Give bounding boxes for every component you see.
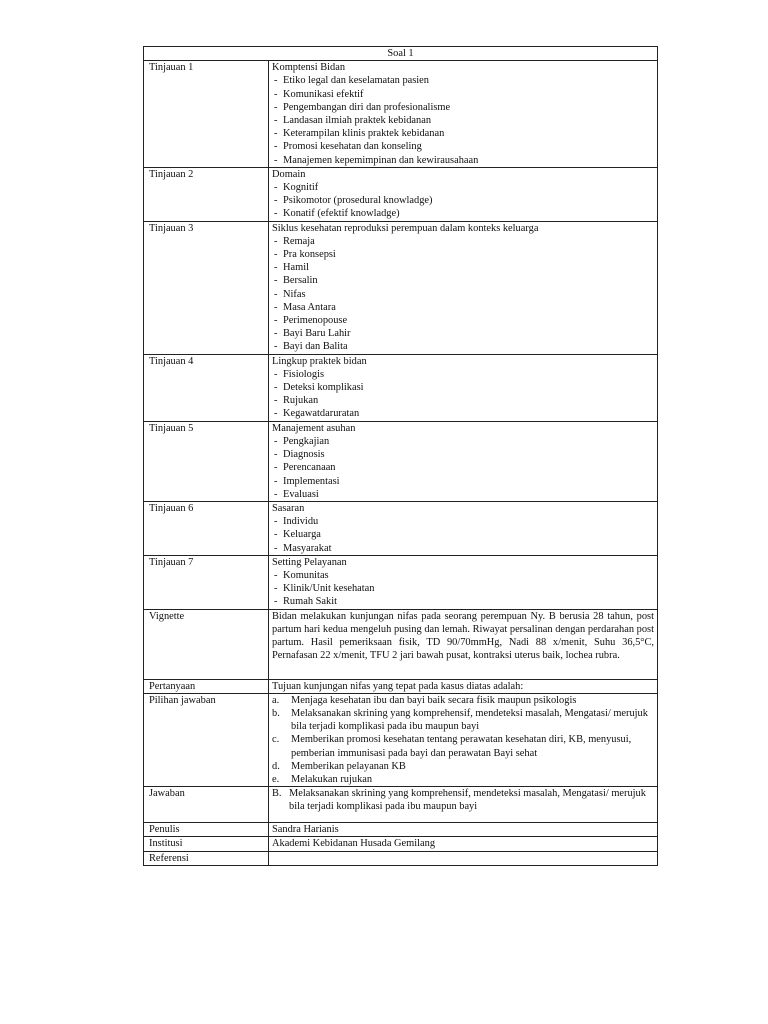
list-item: [272, 448, 654, 461]
list-item: [272, 542, 654, 555]
question-table: [143, 46, 658, 866]
list-item-text: Promosi kesehatan dan konseling: [283, 141, 422, 153]
list-item-text: Bersalin: [283, 275, 318, 287]
dash-bullet: -: [274, 235, 278, 247]
list-item: [272, 74, 654, 87]
list-item-text: Diagnosis: [283, 449, 325, 461]
dash-bullet: -: [274, 516, 278, 528]
list-item: [272, 475, 654, 488]
option-text: Memberikan pelayanan KB: [291, 760, 406, 772]
list-item: [272, 181, 654, 194]
dash-bullet: -: [274, 569, 278, 581]
dash-bullet: -: [274, 101, 278, 113]
list-item-text: Komunitas: [283, 569, 329, 581]
tinjauan-content: [269, 354, 658, 421]
dash-bullet: -: [274, 382, 278, 394]
list-item-text: Keluarga: [283, 529, 321, 541]
dash-bullet: -: [274, 462, 278, 474]
tinjauan-row-6: [144, 501, 658, 555]
list-item-text: Manajemen kepemimpinan dan kewirausahaan: [283, 154, 479, 166]
list-item: [272, 261, 654, 274]
dash-bullet: -: [274, 195, 278, 207]
list-item-text: Pengembangan diri dan profesionalisme: [283, 101, 451, 113]
list-item-text: Perencanaan: [283, 462, 336, 474]
list-item: [272, 127, 654, 140]
dash-bullet: -: [274, 154, 278, 166]
dash-bullet: -: [274, 301, 278, 313]
dash-bullet: -: [274, 288, 278, 300]
list-item: [272, 207, 654, 220]
list-item-text: Bayi dan Balita: [283, 341, 348, 353]
list-item: [272, 235, 654, 248]
tinjauan-content: [269, 167, 658, 221]
option-c: [272, 733, 654, 759]
jawaban-row: [144, 787, 658, 823]
tinjauan-row-7: [144, 555, 658, 609]
tinjauan-content: [269, 221, 658, 354]
referensi-value: [269, 851, 658, 865]
dash-bullet: -: [274, 262, 278, 274]
option-d: [272, 760, 654, 773]
dash-bullet: -: [274, 315, 278, 327]
list-item: [272, 114, 654, 127]
option-letter: a.: [272, 694, 280, 706]
list-item-text: Keterampilan klinis praktek kebidanan: [283, 128, 445, 140]
row-label: Referensi: [144, 851, 269, 865]
list-item: [272, 595, 654, 608]
vignette-row: [144, 609, 658, 679]
list-item: [272, 381, 654, 394]
answer-text: Melaksanakan skrining yang komprehensif, mendeteksi masalah, Mengatasi/ merujuk bila terjadi komplikasi pada ibu maupun bayi: [289, 788, 646, 813]
dash-bullet: -: [274, 249, 278, 261]
dash-bullet: -: [274, 395, 278, 407]
tinjauan-row-1: [144, 61, 658, 168]
tinjauan-row-4: [144, 354, 658, 421]
jawaban-answer: [269, 787, 658, 823]
list-item-text: Klinik/Unit kesehatan: [283, 583, 375, 595]
pilihan-list: [269, 693, 658, 786]
list-item-text: Konatif (efektif knowladge): [283, 208, 400, 220]
dash-bullet: -: [274, 88, 278, 100]
list-item-text: Bayi Baru Lahir: [283, 328, 351, 340]
tinjauan-heading: Domain: [272, 168, 306, 180]
option-b: [272, 707, 654, 733]
list-item-text: Masa Antara: [283, 301, 336, 313]
penulis-row: [144, 823, 658, 837]
row-label: Tinjauan 3: [144, 221, 269, 354]
list-item: [272, 194, 654, 207]
dash-bullet: -: [274, 208, 278, 220]
institusi-row: [144, 837, 658, 851]
list-item-text: Rujukan: [283, 395, 319, 407]
list-item-text: Evaluasi: [283, 488, 319, 500]
tinjauan-content: [269, 501, 658, 555]
row-label: Pertanyaan: [144, 679, 269, 693]
list-item: [272, 327, 654, 340]
dash-bullet: -: [274, 341, 278, 353]
dash-bullet: -: [274, 583, 278, 595]
sheet-title: Soal 1: [144, 47, 658, 61]
option-text: Melakukan rujukan: [291, 773, 373, 785]
tinjauan-heading: Komptensi Bidan: [272, 62, 346, 74]
row-label: Tinjauan 6: [144, 501, 269, 555]
row-label: Jawaban: [144, 787, 269, 823]
tinjauan-content: [269, 555, 658, 609]
dash-bullet: -: [274, 328, 278, 340]
dash-bullet: -: [274, 115, 278, 127]
option-letter: d.: [272, 760, 280, 772]
dash-bullet: -: [274, 529, 278, 541]
tinjauan-content: [269, 61, 658, 168]
list-item-text: Kegawatdaruratan: [283, 408, 360, 420]
institusi-value: Akademi Kebidanan Husada Gemilang: [269, 837, 658, 851]
row-label: Vignette: [144, 609, 269, 679]
list-item-text: Fisiologis: [283, 368, 324, 380]
list-item: [272, 248, 654, 261]
list-item-text: Pengkajian: [283, 435, 330, 447]
tinjauan-row-2: [144, 167, 658, 221]
list-item: [272, 140, 654, 153]
tinjauan-heading: Manajement asuhan: [272, 422, 356, 434]
dash-bullet: -: [274, 141, 278, 153]
list-item: [272, 461, 654, 474]
list-item-text: Kognitif: [283, 182, 319, 194]
tinjauan-heading: Setting Pelayanan: [272, 556, 347, 568]
option-letter: e.: [272, 773, 280, 785]
list-item: [272, 288, 654, 301]
list-item-text: Implementasi: [283, 475, 340, 487]
dash-bullet: -: [274, 275, 278, 287]
list-item: [272, 101, 654, 114]
row-label: Tinjauan 2: [144, 167, 269, 221]
list-item: [272, 569, 654, 582]
title-row: [144, 47, 658, 61]
referensi-row: [144, 851, 658, 865]
list-item: [272, 368, 654, 381]
option-a: [272, 694, 654, 707]
list-item: [272, 394, 654, 407]
list-item-text: Nifas: [283, 288, 306, 300]
dash-bullet: -: [274, 128, 278, 140]
list-item-text: Pra konsepsi: [283, 249, 336, 261]
list-item-text: Psikomotor (prosedural knowladge): [283, 195, 433, 207]
list-item-text: Remaja: [283, 235, 315, 247]
tinjauan-row-5: [144, 421, 658, 501]
row-label: Tinjauan 1: [144, 61, 269, 168]
list-item: [272, 88, 654, 101]
question-sheet: [143, 46, 658, 866]
dash-bullet: -: [274, 408, 278, 420]
list-item-text: Hamil: [283, 262, 309, 274]
list-item-text: Masyarakat: [283, 542, 332, 554]
option-text: Menjaga kesehatan ibu dan bayi baik secara fisik maupun psikologis: [291, 694, 577, 706]
row-label: Tinjauan 4: [144, 354, 269, 421]
dash-bullet: -: [274, 475, 278, 487]
list-item: [272, 488, 654, 501]
dash-bullet: -: [274, 435, 278, 447]
row-label: Penulis: [144, 823, 269, 837]
option-text: Melaksanakan skrining yang komprehensif, mendeteksi masalah, Mengatasi/ merujuk bila terjadi komplikasi pada ibu maupun bayi: [291, 707, 648, 733]
list-item: [272, 435, 654, 448]
list-item-text: Komunikasi efektif: [283, 88, 364, 100]
list-item-text: Perimenopouse: [283, 315, 348, 327]
pertanyaan-row: [144, 679, 658, 693]
list-item: [272, 154, 654, 167]
list-item-text: Rumah Sakit: [283, 596, 337, 608]
option-text: Memberikan promosi kesehatan tentang perawatan kesehatan diri, KB, menyusui, pemberian immunisasi pada bayi dan perawatan Bayi sehat: [291, 734, 632, 759]
option-letter: b.: [272, 707, 280, 719]
list-item: [272, 340, 654, 353]
pertanyaan-text: Tujuan kunjungan nifas yang tepat pada kasus diatas adalah:: [269, 679, 658, 693]
row-label: Pilihan jawaban: [144, 693, 269, 786]
dash-bullet: -: [274, 182, 278, 194]
dash-bullet: -: [274, 596, 278, 608]
list-item-text: Landasan ilmiah praktek kebidanan: [283, 115, 432, 127]
tinjauan-heading: Sasaran: [272, 502, 305, 514]
list-item: [272, 515, 654, 528]
list-item-text: Etiko legal dan keselamatan pasien: [283, 75, 429, 87]
list-item: [272, 582, 654, 595]
list-item: [272, 314, 654, 327]
option-e: [272, 773, 654, 786]
dash-bullet: -: [274, 488, 278, 500]
pilihan-row: [144, 693, 658, 786]
dash-bullet: -: [274, 75, 278, 87]
answer-letter: B.: [272, 788, 282, 800]
list-item-text: Individu: [283, 516, 319, 528]
row-label: Tinjauan 5: [144, 421, 269, 501]
row-label: Institusi: [144, 837, 269, 851]
list-item: [272, 528, 654, 541]
tinjauan-heading: Lingkup praktek bidan: [272, 355, 367, 367]
list-item: [272, 301, 654, 314]
vignette-text: Bidan melakukan kunjungan nifas pada seorang perempuan Ny. B berusia 28 tahun, post partum hari kedua mengeluh pusing dan lemah. Riwayat persalinan dengan perdarahan post partum. Hasil pemeriksaan fisik, TD 90/70mmHg, Nadi 88 x/menit, Suhu 36,5°C, Pernafasan 22 x/menit, TFU 2 jari bawah pusat, kontraksi uterus baik, lochea rubra.: [269, 609, 658, 679]
penulis-value: Sandra Harianis: [269, 823, 658, 837]
list-item: [272, 407, 654, 420]
dash-bullet: -: [274, 542, 278, 554]
list-item: [272, 274, 654, 287]
dash-bullet: -: [274, 368, 278, 380]
row-label: Tinjauan 7: [144, 555, 269, 609]
tinjauan-content: [269, 421, 658, 501]
option-letter: c.: [272, 734, 280, 746]
list-item-text: Deteksi komplikasi: [283, 382, 364, 394]
dash-bullet: -: [274, 449, 278, 461]
tinjauan-row-3: [144, 221, 658, 354]
tinjauan-heading: Siklus kesehatan reproduksi perempuan dalam konteks keluarga: [272, 222, 539, 234]
